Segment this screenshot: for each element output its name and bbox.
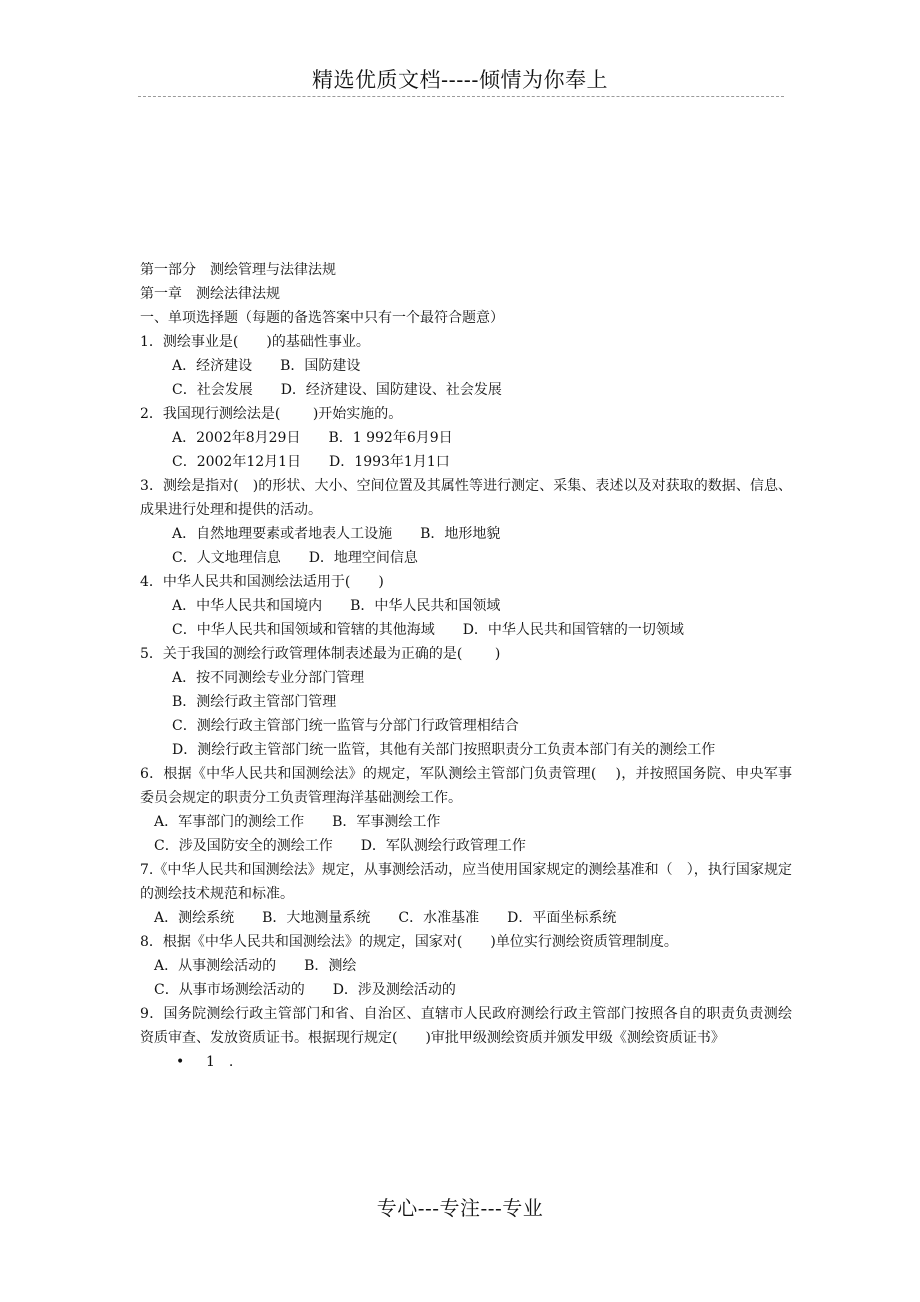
question-options-ab: A．从事测绘活动的 B．测绘 [154, 958, 357, 974]
question-options-cd: C．人文地理信息 D．地理空间信息 [172, 550, 418, 566]
bullet-text: 1 . [206, 1054, 234, 1070]
section-heading: 一、单项选择题（每题的备选答案中只有一个最符合题意） [140, 310, 504, 326]
page-header-title: 精选优质文档-----倾情为你奉上 [312, 68, 608, 92]
question-options-ab: A．经济建设 B．国防建设 [172, 358, 361, 374]
question-4 [140, 570, 792, 642]
bullet-item [140, 1050, 792, 1074]
header-divider [138, 96, 784, 97]
question-option-d: D．测绘行政主管部门统一监管，其他有关部门按照职责分工负责本部门有关的测绘工作 [172, 742, 716, 758]
question-options-ab: A．中华人民共和国境内 B．中华人民共和国领域 [172, 598, 501, 614]
question-9 [140, 1002, 792, 1050]
question-options-ab: A．自然地理要素或者地表人工设施 B．地形地貌 [172, 526, 501, 542]
document-body [140, 258, 792, 1074]
question-2 [140, 402, 792, 474]
question-options-cd: C．中华人民共和国领域和管辖的其他海域 D．中华人民共和国管辖的一切领域 [172, 622, 684, 638]
question-stem: 2．我国现行测绘法是( )开始实施的。 [140, 406, 403, 422]
question-option-a: A．按不同测绘专业分部门管理 [172, 670, 365, 686]
bullet-marker: • [176, 1054, 185, 1070]
chapter-heading: 第一章 测绘法律法规 [140, 286, 280, 302]
question-stem: 6．根据《中华人民共和国测绘法》的规定，军队测绘主管部门负责管理( )，并按照国务院、申央军事委员会规定的职责分工负责管理海洋基础测绘工作。 [140, 766, 792, 806]
question-stem: 9．国务院测绘行政主管部门和省、自治区、直辖市人民政府测绘行政主管部门按照各自的职责负责测绘资质审查、发放资质证书。根据现行规定( )审批甲级测绘资质并颁发甲级《测绘资质证书》 [140, 1006, 792, 1046]
part-heading: 第一部分 测绘管理与法律法规 [140, 262, 336, 278]
question-7 [140, 858, 792, 930]
question-1 [140, 330, 792, 402]
question-options-cd: C．从事市场测绘活动的 D．涉及测绘活动的 [154, 982, 456, 998]
question-6 [140, 762, 792, 858]
question-stem: 3．测绘是指对( )的形状、大小、空间位置及其属性等进行测定、采集、表述以及对获取的数据、信息、成果进行处理和提供的活动。 [140, 478, 792, 518]
question-3 [140, 474, 792, 570]
question-option-c: C．测绘行政主管部门统一监管与分部门行政管理相结合 [172, 718, 519, 734]
question-options-cd: C．涉及国防安全的测绘工作 D．军队测绘行政管理工作 [154, 838, 526, 854]
question-options-abcd: A．测绘系统 B．大地测量系统 C．水准基准 D．平面坐标系统 [154, 910, 617, 926]
question-stem: 5．关于我国的测绘行政管理体制表述最为正确的是( ) [140, 646, 501, 662]
page-footer-title: 专心---专注---专业 [376, 1196, 544, 1220]
question-options-ab: A．2002年8月29日 B．1 992年6月9日 [172, 430, 453, 446]
question-8 [140, 930, 792, 1002]
question-options-cd: C．社会发展 D．经济建设、国防建设、社会发展 [172, 382, 502, 398]
question-options-ab: A．军事部门的测绘工作 B．军事测绘工作 [154, 814, 441, 830]
question-5 [140, 642, 792, 762]
question-stem: 4．中华人民共和国测绘法适用于( ) [140, 574, 384, 590]
question-stem: 8．根据《中华人民共和国测绘法》的规定，国家对( )单位实行测绘资质管理制度。 [140, 934, 678, 950]
question-stem: 7.《中华人民共和国测绘法》规定，从事测绘活动，应当使用国家规定的测绘基准和（ ），执行国家规定的测绘技术规范和标准。 [140, 862, 792, 902]
question-option-b: B．测绘行政主管部门管理 [172, 694, 337, 710]
question-stem: 1．测绘事业是( )的基础性事业。 [140, 334, 370, 350]
question-options-cd: C．2002年12月1日 D．1993年1月1口 [172, 454, 450, 470]
